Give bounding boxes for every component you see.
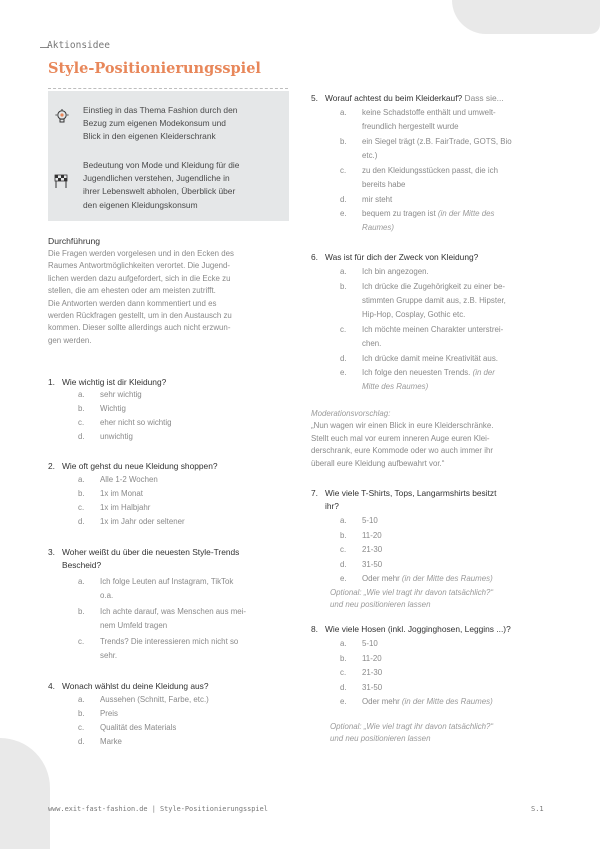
option-text: keine Schadstoffe enthält und umwelt- [362, 108, 496, 117]
option-hint: (in der [472, 368, 495, 377]
question-text: Was ist für dich der Zweck von Kleidung? [325, 252, 479, 262]
option-text: 21-30 [362, 668, 383, 677]
option-letter: b. [78, 404, 85, 413]
option-letter: a. [78, 695, 85, 704]
option-text: Ich folge Leuten auf Instagram, TikTok [100, 577, 234, 586]
option-letter: c. [78, 637, 85, 646]
option-letter: d. [78, 737, 85, 746]
option-letter: c. [340, 668, 347, 677]
option-text: 21-30 [362, 545, 383, 554]
option-hint: (in der Mitte des Raumes) [401, 574, 493, 583]
option-text: 11-20 [362, 531, 382, 540]
info-line: Bezug zum eigenen Modekonsum und [83, 118, 226, 129]
info-goal-1 [83, 104, 283, 144]
moderation-line: „Nun wagen wir einen Blick in eure Kleiderschränke. [311, 421, 494, 431]
option-text: Alle 1-2 Wochen [100, 475, 158, 484]
question-tail: Dass sie... [462, 93, 504, 103]
option-letter: e. [340, 574, 347, 583]
option-text: 31-50 [362, 560, 383, 569]
option-text: Wichtig [100, 404, 126, 413]
option-text: Ich drücke die Zugehörigkeit zu einer be- [362, 282, 505, 291]
question-text: Wie viele Hosen (inkl. Jogginghosen, Leggins ...)? [325, 624, 511, 634]
optional-line: Optional: „Wie viel tragt ihr davon tatsächlich?“ [330, 722, 494, 731]
moderation-label: Moderationsvorschlag: [311, 409, 391, 418]
option-letter: d. [340, 354, 347, 363]
option-text: sehr. [100, 651, 118, 660]
question-number: 3. [48, 547, 55, 557]
option-letter: c. [340, 545, 347, 554]
option-main: Oder mehr [362, 697, 400, 706]
finish-flag-icon [54, 173, 70, 189]
footer-text: www.exit-fast-fashion.de | Style-Positionierungsspiel [48, 805, 268, 813]
option-text [362, 695, 493, 709]
option-letter: a. [340, 639, 347, 648]
option-hint: (in der Mitte des Raumes) [401, 697, 493, 706]
option-text: o.a. [100, 591, 114, 600]
info-line: Bedeutung von Mode und Kleidung für die [83, 160, 240, 170]
option-text: 1x im Halbjahr [100, 503, 151, 512]
text-line: Die Fragen werden vorgelesen und in den Ecken des [48, 249, 234, 258]
section-heading: Durchführung [48, 236, 101, 246]
option-text: Marke [100, 737, 122, 746]
option-hint: (in der Mitte des [437, 209, 495, 218]
info-line: Einstieg in das Thema Fashion durch den [83, 105, 238, 115]
question-number: 5. [311, 93, 318, 103]
question-text: Wie wichtig ist dir Kleidung? [62, 377, 167, 387]
option-text: bereits habe [362, 180, 406, 189]
question-number: 7. [311, 488, 318, 498]
text-line: gen werden. [48, 335, 92, 345]
option-main: bequem zu tragen ist [362, 209, 436, 218]
option-letter: e. [340, 209, 347, 218]
question-number: 1. [48, 377, 55, 387]
option-text: ein Siegel trägt (z.B. FairTrade, GOTS, Bio [362, 137, 512, 146]
option-text: Aussehen (Schnitt, Farbe, etc.) [100, 695, 209, 704]
option-letter: e. [340, 368, 347, 377]
option-text: stimmten Gruppe damit aus, z.B. Hipster, [362, 296, 506, 305]
option-text: Ich drücke damit meine Kreativität aus. [362, 354, 498, 363]
question-text: ihr? [325, 501, 339, 511]
option-text [362, 366, 495, 380]
option-letter: b. [78, 607, 85, 616]
option-text: Hip-Hop, Cosplay, Gothic etc. [362, 310, 466, 319]
option-text: 1x im Monat [100, 489, 143, 498]
option-text: Qualität des Materials [100, 723, 177, 732]
moderation-line: derschrank, eure Kommode oder wo auch immer ihr [311, 446, 494, 456]
optional-line: Optional: „Wie viel tragt ihr davon tatsächlich?“ [330, 588, 494, 597]
text-line: kommen. Dieser sollte allerdings auch nicht erzwun- [48, 323, 231, 333]
question-text: Wonach wählst du deine Kleidung aus? [62, 681, 209, 691]
option-letter: d. [78, 432, 85, 441]
option-text: Ich bin angezogen. [362, 267, 429, 276]
option-letter: d. [340, 195, 347, 204]
option-letter: c. [78, 418, 85, 427]
question-number: 4. [48, 681, 55, 691]
info-line: ihrer Lebenswelt abholen, Überblick über [83, 186, 236, 197]
question-text: Wie oft gehst du neue Kleidung shoppen? [62, 461, 218, 471]
text-line: werden Rückfragen gestellt, um in den Austausch zu [48, 311, 232, 321]
option-text: Ich achte darauf, was Menschen aus mei- [100, 607, 247, 616]
question-number: 8. [311, 624, 318, 634]
procedure-text [48, 248, 290, 347]
option-text [362, 207, 494, 221]
option-text: zu den Kleidungsstücken passt, die ich [362, 166, 498, 175]
option-text: mir steht [362, 195, 393, 204]
option-letter: e. [340, 697, 347, 706]
question-text: Woher weißt du über die neuesten Style-Trends [62, 547, 240, 557]
option-text: Trends? Die interessieren mich nicht so [100, 637, 239, 646]
option-letter: b. [340, 282, 347, 291]
option-text: nem Umfeld tragen [100, 621, 168, 630]
option-letter: d. [340, 683, 347, 692]
option-letter: b. [340, 137, 347, 146]
option-letter: a. [340, 267, 347, 276]
text-line: Raumes Antwortmöglichkeiten verortet. Die Jugend- [48, 261, 231, 271]
optional-line: und neu positionieren lassen [330, 734, 431, 744]
question-text [325, 92, 504, 105]
option-text: 1x im Jahr oder seltener [100, 517, 185, 526]
title-divider [48, 88, 288, 89]
option-main: Ich folge den neuesten Trends. [362, 368, 471, 377]
optional-line: und neu positionieren lassen [330, 600, 431, 610]
option-letter: a. [78, 577, 85, 586]
page-number: S.1 [531, 805, 544, 813]
info-goal-2 [83, 159, 283, 212]
option-hint: Raumes) [362, 223, 395, 232]
option-text: Preis [100, 709, 118, 718]
option-letter: d. [340, 560, 347, 569]
option-text: freundlich hergestellt wurde [362, 122, 459, 131]
option-text: chen. [362, 339, 382, 348]
option-letter: c. [78, 503, 85, 512]
page-title: Style-Positionierungsspiel [48, 60, 261, 77]
option-letter: a. [340, 108, 347, 117]
option-text: 5-10 [362, 516, 378, 525]
text-line: stellen, die am ehesten oder am meisten zutrifft. [48, 286, 216, 296]
option-letter: b. [78, 709, 85, 718]
option-text [362, 572, 493, 586]
optional-note [330, 721, 562, 746]
option-letter: b. [340, 531, 347, 540]
option-text: Ich möchte meinen Charakter unterstrei- [362, 325, 504, 334]
option-text: eher nicht so wichtig [100, 418, 172, 427]
option-hint: Mitte des Raumes) [362, 382, 429, 391]
info-line: den eigenen Kleidungskonsum [83, 199, 198, 210]
option-letter: a. [78, 390, 85, 399]
kicker-label: Aktionsidee [47, 40, 110, 51]
question-text: Bescheid? [62, 560, 102, 570]
option-letter: b. [78, 489, 85, 498]
optional-note [330, 587, 562, 612]
moderation-line: Stellt euch mal vor eurem inneren Auge euren Klei- [311, 433, 490, 443]
question-number: 6. [311, 252, 318, 262]
option-letter: b. [340, 654, 347, 663]
option-letter: a. [78, 475, 85, 484]
option-text: etc.) [362, 151, 378, 160]
option-text: 11-20 [362, 654, 382, 663]
option-letter: c. [340, 166, 347, 175]
moderation-note [311, 408, 561, 470]
option-text: 5-10 [362, 639, 378, 648]
info-box [48, 91, 289, 221]
question-text: Wie viele T-Shirts, Tops, Langarmshirts besitzt [325, 488, 497, 498]
text-line: Die Antworten werden dann kommentiert und es [48, 298, 217, 308]
option-text: 31-50 [362, 683, 383, 692]
question-number: 2. [48, 461, 55, 471]
info-line: Blick in den eigenen Kleiderschrank [83, 131, 216, 142]
moderation-line: überall eure Kleidung aufbewahrt vor.“ [311, 458, 445, 468]
lightbulb-icon [54, 109, 70, 125]
option-letter: d. [78, 517, 85, 526]
option-main: Oder mehr [362, 574, 400, 583]
info-line: Jugendlichen verstehen, Jugendliche in [83, 173, 230, 184]
text-line: lichen werden dazu aufgefordert, sich in die Ecke zu [48, 273, 231, 283]
question-head: Worauf achtest du beim Kleiderkauf? [325, 93, 463, 103]
option-letter: c. [78, 723, 85, 732]
option-letter: c. [340, 325, 347, 334]
option-text: unwichtig [100, 432, 133, 441]
option-text: sehr wichtig [100, 390, 142, 399]
option-letter: a. [340, 516, 347, 525]
